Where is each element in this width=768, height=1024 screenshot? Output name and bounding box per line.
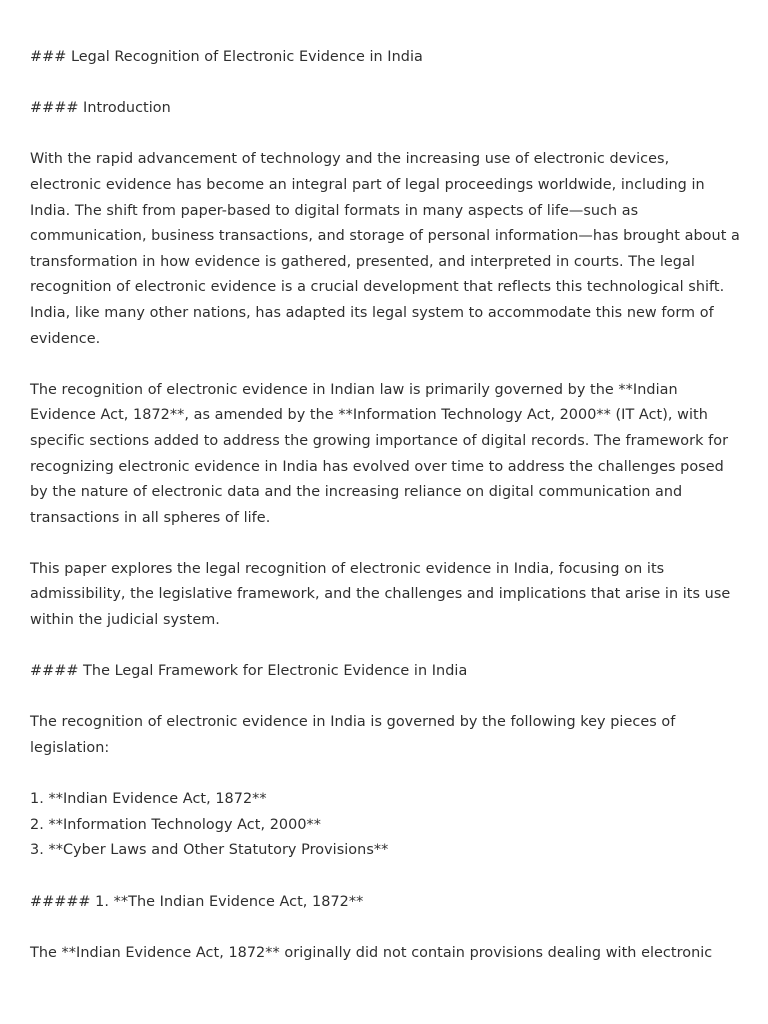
legislation-list [30, 787, 742, 864]
framework-paragraph-1: The recognition of electronic evidence in India is governed by the following key pieces of legislation: [30, 714, 676, 757]
heading-introduction: #### Introduction [30, 100, 171, 117]
list-item: 3. **Cyber Laws and Other Statutory Provisions** [30, 842, 389, 859]
list-item: 1. **Indian Evidence Act, 1872** [30, 791, 267, 808]
document-title: ### Legal Recognition of Electronic Evidence in India [30, 49, 423, 65]
heading-legal-framework: #### The Legal Framework for Electronic Evidence in India [30, 663, 468, 680]
document-body [30, 45, 742, 992]
evidence-act-paragraph-1: The **Indian Evidence Act, 1872** originally did not contain provisions dealing with electronic [30, 944, 713, 961]
intro-paragraph-3: This paper explores the legal recognition of electronic evidence in India, focusing on its admissibility, the legislative framework, and the challenges and implications that arise in its use within the judicial system. [30, 560, 731, 629]
list-item: 2. **Information Technology Act, 2000** [30, 816, 322, 833]
intro-paragraph-2: The recognition of electronic evidence in Indian law is primarily governed by the **Indian Evidence Act, 1872**, as amended by the **Information Technology Act, 2000** (IT Act), with specific sections added to address the growing importance of digital records. The framework for recognizing electronic evidence in India has evolved over time to address the challenges posed by the nature of electronic data and the increasing reliance on digital communication and transactions in all spheres of life. [30, 381, 729, 526]
intro-paragraph-1: With the rapid advancement of technology and the increasing use of electronic devices, electronic evidence has become an integral part of legal proceedings worldwide, including in India. The shift from paper-based to digital formats in many aspects of life—such as communication, business transactions, and storage of personal information—has brought about a transformation in how evidence is gathered, presented, and interpreted in courts. The legal recognition of electronic evidence is a crucial development that reflects this technological shift. India, like many other nations, has adapted its legal system to accommodate this new form of evidence. [30, 151, 740, 347]
heading-evidence-act: ##### 1. **The Indian Evidence Act, 1872** [30, 893, 364, 910]
